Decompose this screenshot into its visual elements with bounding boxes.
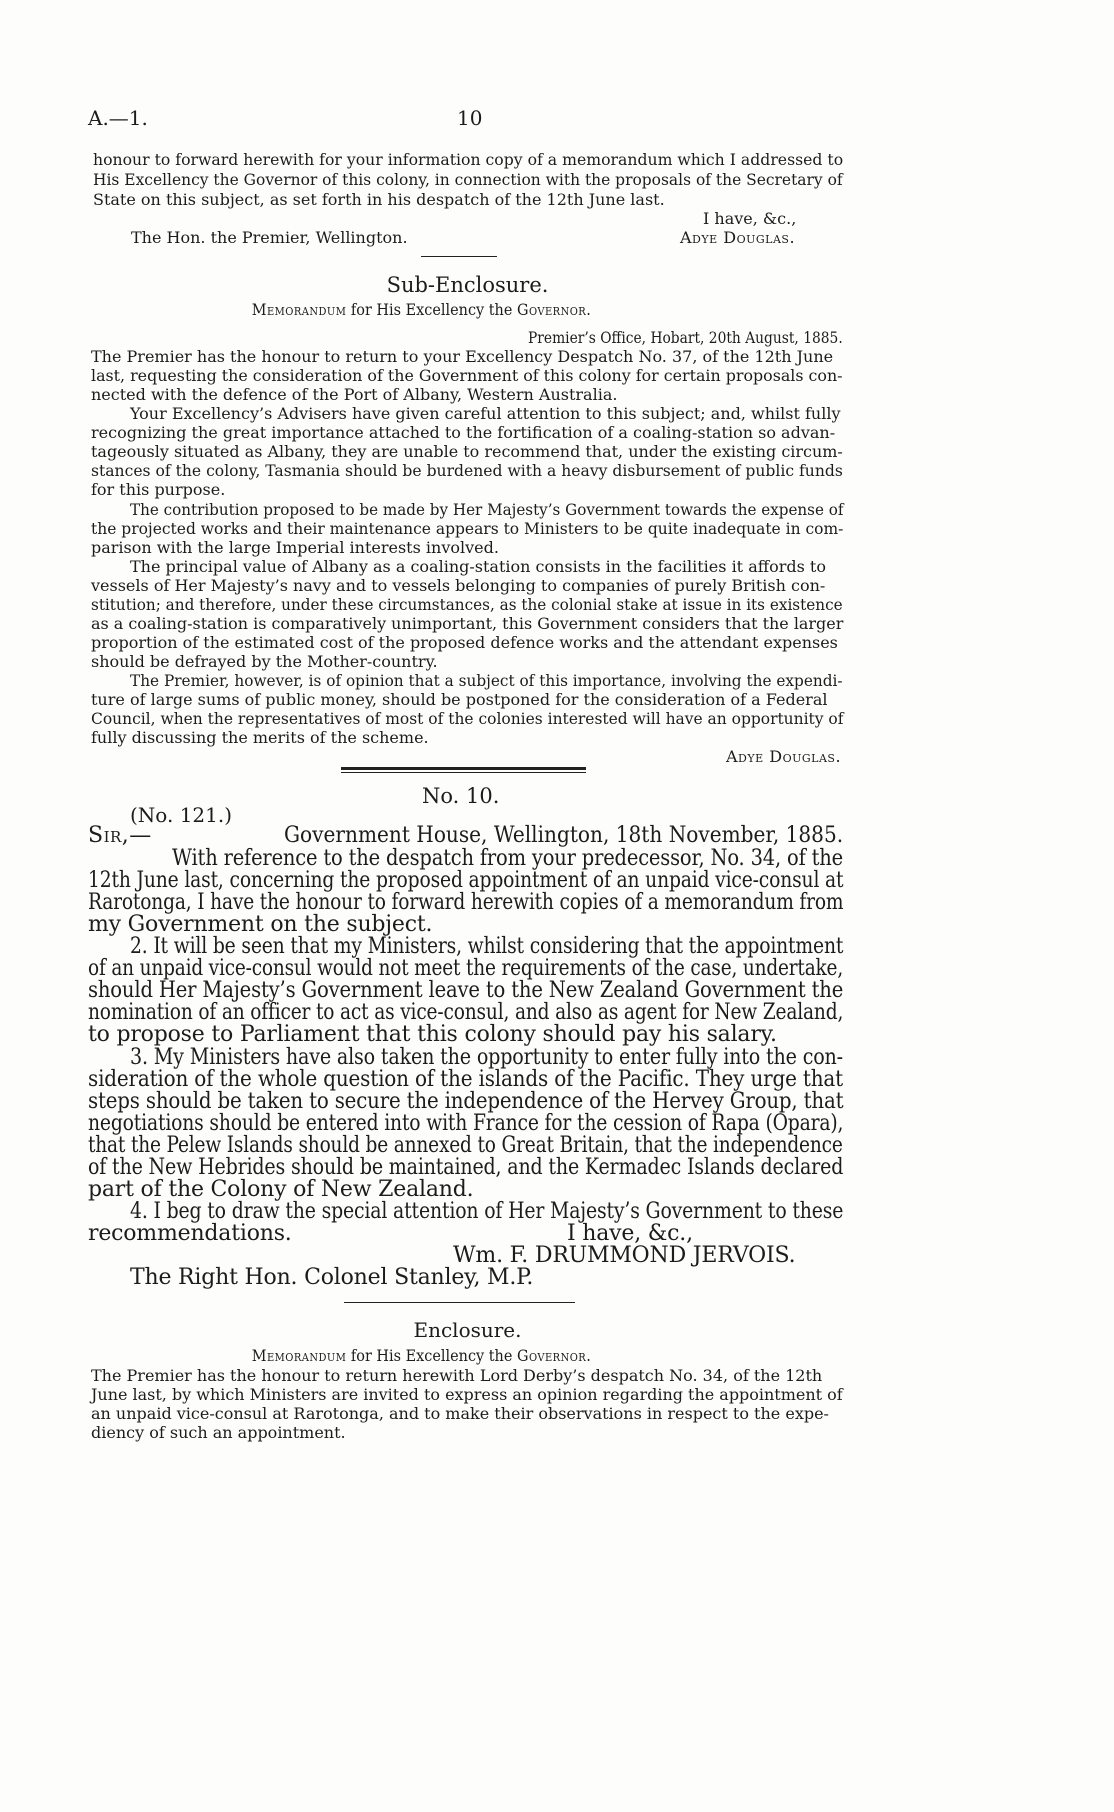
text-line: 3. My Ministers have also taken the opportunity to enter fully into the con-: [130, 1045, 843, 1070]
text-line: Rarotonga, I have the honour to forward herewith copies of a memorandum from: [88, 890, 844, 915]
text-line: sideration of the whole question of the islands of the Pacific. They urge that: [88, 1067, 843, 1092]
text-line: to propose to Parliament that this colony should pay his salary.: [88, 1022, 777, 1047]
text-line: negotiations should be entered into with France for the cession of Rapa (Opara),: [88, 1111, 844, 1136]
text-line: my Government on the subject.: [88, 912, 433, 937]
text-line: Council, when the representatives of most of the colonies interested will have an opportunity of: [91, 709, 844, 728]
text-line: His Excellency the Governor of this colony, in connection with the proposals of the Secretary of: [93, 170, 843, 189]
addressee: The Hon. the Premier, Wellington.: [131, 228, 408, 247]
text-line: nected with the defence of the Port of Albany, Western Australia.: [91, 385, 618, 404]
text-line: tageously situated as Albany, they are unable to recommend that, under the existing circum-: [91, 442, 843, 461]
text-line: With reference to the despatch from your predecessor, No. 34, of the: [172, 846, 843, 871]
despatch-title: No. 10.: [422, 784, 500, 808]
memorandum-heading: [0, 1346, 843, 1366]
text-line: Your Excellency’s Advisers have given careful attention to this subject; and, whilst fully: [130, 404, 841, 423]
memorandum-label: Memorandum: [251, 1346, 347, 1365]
text-line: ture of large sums of public money, should be postponed for the consideration of a Federal: [91, 690, 828, 709]
text-line: fully discussing the merits of the scheme.: [91, 728, 429, 747]
text-line: diency of such an appointment.: [91, 1423, 346, 1442]
text-line: June last, by which Ministers are invited to express an opinion regarding the appointment of: [91, 1385, 843, 1404]
text-line: The Premier, however, is of opinion that a subject of this importance, involving the expendi-: [130, 671, 843, 690]
text-line: an unpaid vice-consul at Rarotonga, and to make their observations in respect to the expe-: [91, 1404, 829, 1423]
memorandum-for: for His Excellency the: [350, 300, 513, 319]
text-line: proportion of the estimated cost of the proposed defence works and the attendant expenses: [91, 633, 838, 652]
addressee: The Right Hon. Colonel Stanley, M.P.: [130, 1265, 534, 1290]
page-number: 10: [457, 106, 483, 130]
text-line: of the New Hebrides should be maintained, and the Kermadec Islands declared: [88, 1155, 844, 1180]
text-line: that the Pelew Islands should be annexed to Great Britain, that the independence: [88, 1133, 843, 1158]
short-divider: [344, 1302, 575, 1303]
text-line: The principal value of Albany as a coaling-station consists in the facilities it affords to: [130, 557, 826, 576]
section-divider: [341, 767, 586, 770]
enclosure-title: Enclosure.: [413, 1318, 522, 1342]
place-date: Government House, Wellington, 18th November, 1885.: [284, 823, 844, 848]
date-line: Premier’s Office, Hobart, 20th August, 1885.: [528, 328, 843, 347]
section-divider-thin: [341, 772, 586, 773]
text-line: steps should be taken to secure the independence of the Hervey Group, that: [88, 1089, 844, 1114]
text-line: part of the Colony of New Zealand.: [88, 1177, 474, 1202]
signature: Adye Douglas.: [726, 747, 842, 766]
text-line: 2. It will be seen that my Ministers, whilst considering that the appointment: [130, 934, 844, 959]
text-line: 12th June last, concerning the proposed appointment of an unpaid vice-consul at: [88, 868, 844, 893]
document-reference: A.—1.: [88, 106, 148, 130]
text-line: nomination of an officer to act as vice-consul, and also as agent for New Zealand,: [88, 1000, 844, 1025]
text-line: recommendations.: [88, 1221, 292, 1246]
sub-enclosure-title: Sub-Enclosure.: [386, 273, 549, 297]
memorandum-heading: [0, 300, 843, 320]
text-line: vessels of Her Majesty’s navy and to vessels belonging to companies of purely British con-: [91, 576, 826, 595]
text-line: stitution; and therefore, under these circumstances, as the colonial stake at issue in its existence: [91, 595, 843, 614]
signature: Wm. F. DRUMMOND JERVOIS.: [453, 1243, 796, 1268]
text-line: The Premier has the honour to return to your Excellency Despatch No. 37, of the 12th June: [91, 347, 834, 366]
text-line: State on this subject, as set forth in his despatch of the 12th June last.: [93, 190, 665, 209]
text-line: should Her Majesty’s Government leave to the New Zealand Government the: [88, 978, 844, 1003]
text-line: stances of the colony, Tasmania should be burdened with a heavy disbursement of public funds: [91, 461, 843, 480]
text-line: for this purpose.: [91, 480, 226, 499]
text-line: parison with the large Imperial interests involved.: [91, 538, 499, 557]
despatch-number: (No. 121.): [130, 803, 233, 827]
memorandum-governor: Governor.: [516, 300, 592, 319]
text-line: honour to forward herewith for your information copy of a memorandum which I addressed to: [93, 150, 844, 169]
text-line: recognizing the great importance attached to the fortification of a coaling-station so advan-: [91, 423, 836, 442]
closing-formula: I have, &c.,: [703, 209, 797, 228]
text-line: should be defrayed by the Mother-country.: [91, 652, 438, 671]
text-line: The Premier has the honour to return herewith Lord Derby’s despatch No. 34, of the 12th: [91, 1366, 823, 1385]
closing-formula: I have, &c.,: [567, 1221, 693, 1246]
text-line: as a coaling-station is comparatively unimportant, this Government considers that the larger: [91, 614, 844, 633]
text-line: 4. I beg to draw the special attention of Her Majesty’s Government to these: [130, 1199, 844, 1224]
text-line: last, requesting the consideration of the Government of this colony for certain proposals con-: [91, 366, 843, 385]
text-line: the projected works and their maintenance appears to Ministers to be quite inadequate in com-: [91, 519, 844, 538]
signature: Adye Douglas.: [680, 228, 796, 247]
salutation-text: Sir,—: [88, 823, 152, 848]
text-line: of an unpaid vice-consul would not meet the requirements of the case, undertake,: [88, 956, 844, 981]
text-line: The contribution proposed to be made by Her Majesty’s Government towards the expense of: [130, 500, 844, 519]
memorandum-label: Memorandum: [251, 300, 347, 319]
memorandum-governor: Governor.: [516, 1346, 592, 1365]
memorandum-for: for His Excellency the: [350, 1346, 513, 1365]
salutation: [88, 823, 152, 849]
short-divider: [421, 256, 497, 257]
